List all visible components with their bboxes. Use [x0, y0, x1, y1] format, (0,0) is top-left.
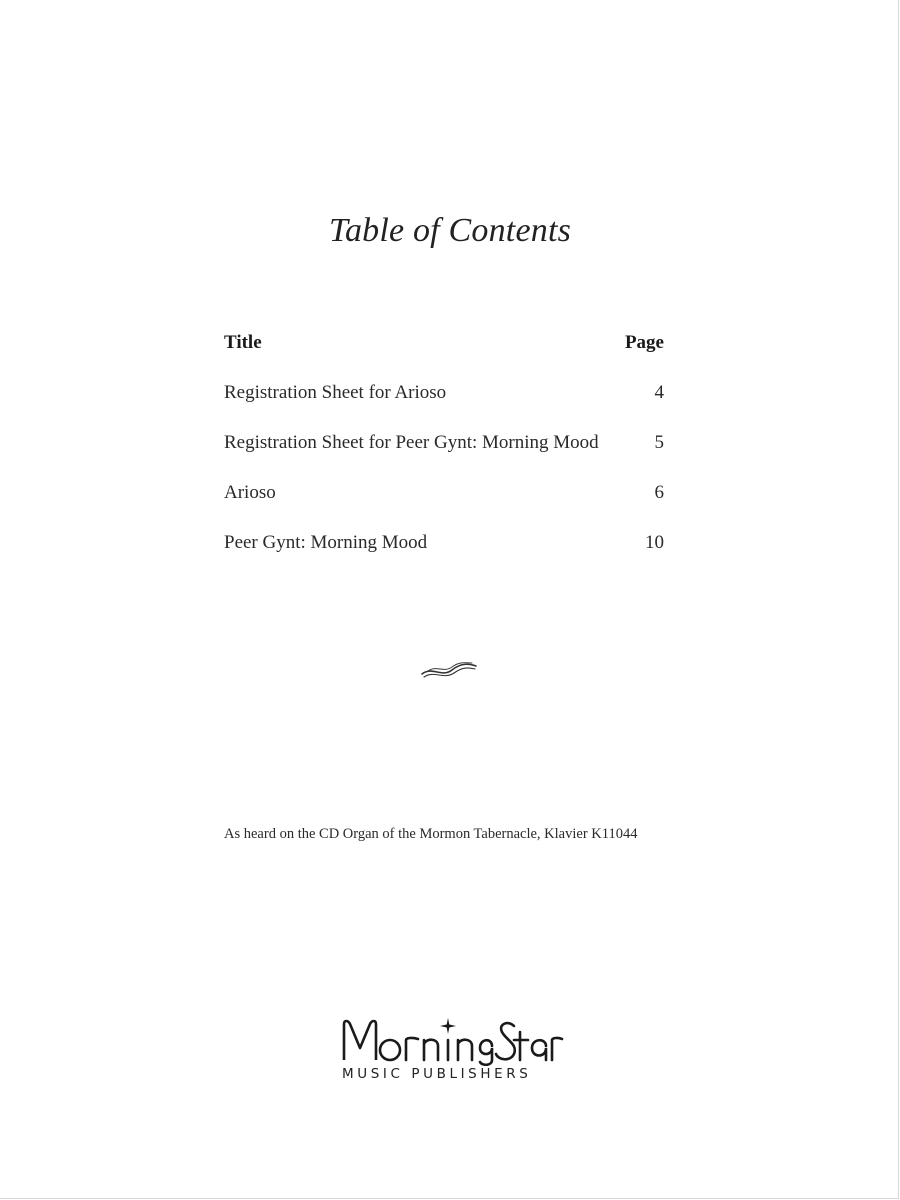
toc-header-row: [224, 332, 664, 382]
toc-entry-page: 5: [654, 432, 664, 453]
logo-subtitle: MUSIC PUBLISHERS: [342, 1066, 532, 1082]
toc-entry-title: Registration Sheet for Peer Gynt: Morning Mood: [224, 432, 599, 453]
recording-credit: As heard on the CD Organ of the Mormon Tabernacle, Klavier K11044: [224, 826, 638, 842]
toc-table: [224, 332, 664, 582]
toc-entry-page: 10: [645, 532, 664, 553]
toc-heading: Table of Contents: [328, 212, 572, 249]
star-icon: [440, 1018, 456, 1034]
toc-header-page: Page: [624, 332, 664, 353]
toc-entry: [224, 482, 664, 532]
publisher-logo: [338, 1010, 564, 1084]
toc-entry-title: Arioso: [224, 482, 276, 503]
morningstar-wordmark: [338, 1010, 564, 1066]
toc-entry-title: Registration Sheet for Arioso: [224, 382, 447, 403]
toc-entry: [224, 532, 664, 582]
toc-entry: [224, 432, 664, 482]
toc-entry: [224, 382, 664, 432]
toc-entry-page: 6: [654, 482, 664, 503]
toc-header-title: Title: [224, 332, 262, 353]
wave-ornament-icon: [420, 658, 478, 680]
toc-entry-page: 4: [654, 382, 664, 403]
toc-entry-title: Peer Gynt: Morning Mood: [224, 532, 428, 553]
